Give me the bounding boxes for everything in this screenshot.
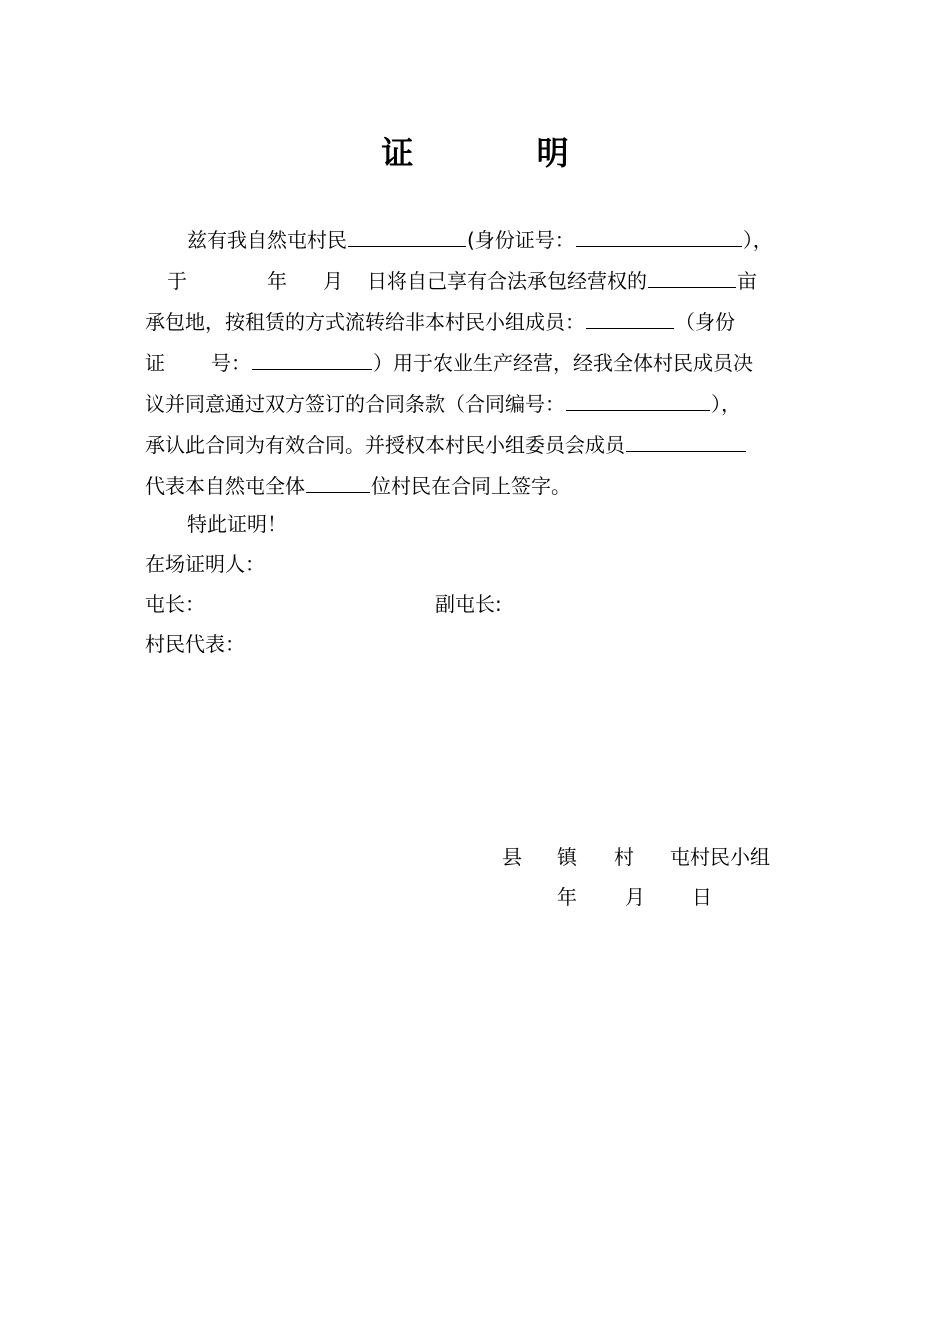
text-segment: 证 xyxy=(145,351,165,375)
text-segment: (身份证号： xyxy=(467,228,575,252)
document-title: 证 明 xyxy=(381,134,625,172)
text-segment: （身份 xyxy=(675,310,735,334)
signature-year: 年 xyxy=(557,885,577,909)
text-segment: 承认此合同为有效合同。并授权本村民小组委员会成员 xyxy=(145,433,625,457)
signature-day: 日 xyxy=(692,885,712,909)
paragraph-line-7 xyxy=(145,472,571,500)
text-segment: ）， xyxy=(742,228,773,252)
text-segment: 位村民在合同上签字。 xyxy=(371,474,571,498)
text-segment: 日将自己享有合法承包经营权的 xyxy=(367,269,647,293)
villager-count-blank xyxy=(306,472,370,493)
text-segment: ）， xyxy=(711,392,741,416)
text-segment: 亩 xyxy=(737,269,757,293)
paragraph-line-2 xyxy=(145,267,757,295)
committee-member-blank xyxy=(626,431,746,452)
text-segment: ）用于农业生产经营，经我全体村民成员决 xyxy=(373,351,753,375)
lessee-name-blank xyxy=(586,308,674,329)
signature-village: 村 xyxy=(614,845,634,869)
id-number-blank xyxy=(576,226,742,247)
date-year-label: 年 xyxy=(267,269,287,293)
signature-town: 镇 xyxy=(557,845,577,869)
text-segment: 于 xyxy=(167,269,187,293)
paragraph-line-3 xyxy=(145,308,735,336)
witness-label: 在场证明人： xyxy=(145,552,265,576)
deputy-head-label: 副屯长: xyxy=(435,592,502,616)
paragraph-line-5 xyxy=(145,390,741,418)
signature-group: 屯村民小组 xyxy=(670,845,770,869)
villager-representative-label: 村民代表： xyxy=(145,632,245,656)
head-label: 屯长： xyxy=(145,592,205,616)
lessee-id-blank xyxy=(252,349,372,370)
villager-name-blank xyxy=(348,226,466,247)
signature-month: 月 xyxy=(625,885,645,909)
paragraph-line-1 xyxy=(145,226,773,254)
text-segment: 议并同意通过双方签订的合同条款（合同编号： xyxy=(145,392,565,416)
text-segment: 承包地，按租赁的方式流转给非本村民小组成员： xyxy=(145,310,585,334)
text-segment: 兹有我自然屯村民 xyxy=(187,228,347,252)
closing-text: 特此证明！ xyxy=(187,512,287,536)
date-month-label: 月 xyxy=(323,269,343,293)
text-segment: 代表本自然屯全体 xyxy=(145,474,305,498)
contract-number-blank xyxy=(566,390,710,411)
paragraph-line-6 xyxy=(145,431,747,459)
text-segment: 号： xyxy=(211,351,251,375)
area-blank xyxy=(648,267,736,288)
closing-line xyxy=(145,512,287,540)
signature-county: 县 xyxy=(502,845,522,869)
paragraph-line-4 xyxy=(145,349,753,377)
